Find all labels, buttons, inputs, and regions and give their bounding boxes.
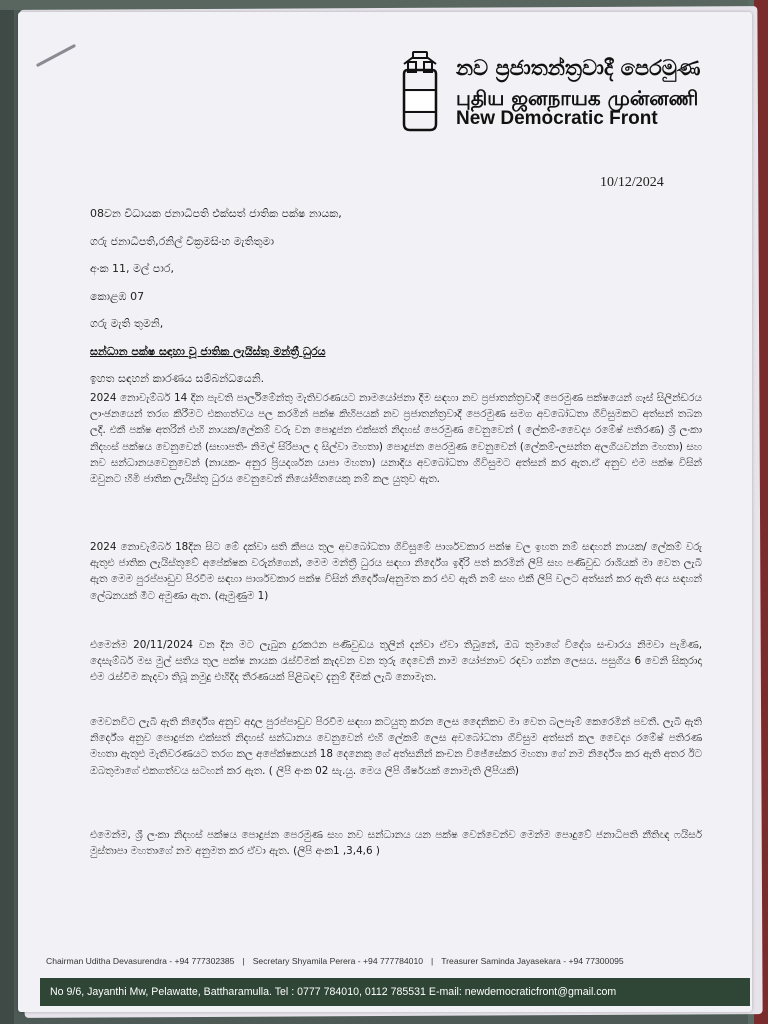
footer-address-bar: No 9/6, Jayanthi Mw, Pelawatte, Battharamulla. Tel : 0777 784010, 0112 785531 E-mail: newdemocraticfront@gmail.com [40,978,750,1006]
background-surface-left [0,0,14,1024]
footer-treasurer: Treasurer Saminda Jayasekara - +94 77300095 [441,956,624,966]
body-paragraph-5: එමෙන්ම, ශ්‍රී ලංකා නිදහස් පක්ෂය පොදුජන පෙරමුණ සහ නව සන්ධානය යන පක්ෂ වෙන්වෙන්ව මෙන්ම පොදුවේ ජනාධිපති නීතිඥ ෆයිසර් මුස්තාපා මහතාගේ නම අනුමත කර ඒවා ඇත. (ලිපි අංක1 ,3,4,6 ) [90,829,702,858]
footer-chairman: Chairman Uditha Devasurendra - +94 777302385 [46,956,235,966]
body-paragraph-1: 2024 නොවැම්බර් 14 දින පැවති පාර්ලිමේන්තු මැතිවරණයට නාමයෝජනා දීම සඳහා නව ප්‍රජාතන්ත්‍රවාදී පෙරමුණ පක්ෂයෙන් ගෑස් සිලින්ඩරය ලාංඡනයෙන් තරග කිරීමට එකගත්වය පල කරමින් පක්ෂ කිහිපයක් නව ප්‍රජාතන්ත්‍රවාදී පෙරමුණ සමග අවබෝධතා ගිවිසුමකට අත්සන් තබන ලදී. එකී පක්ෂ අතරින් එහි නායක/ලේකම් වරු වන පොදුජන එක්සත් නිදහස් පෙරමුණ වෙනුවෙන් ( ලේකම්-වෛද්‍ය රමේෂ් පතිරණ) ශ්‍රී ලංකා නිදහස් පක්ෂය වෙනුවෙන් (සභාපති- නිමල් සිරිපාල ද සිල්වා මහතා) පොදුජන පෙරමුණ වෙනුවෙන් (ලේකම්-ලසන්ත අලගියවන්න මහතා) සහ නව සන්ධානයවෙනුවෙන් (නායක- අනුර ප්‍රියදර්ශන යාපා මහතා) යනාදිය අවබෝධතා ගිවිසුමට අත්සන් කර ඇත.ඒ අනුව එම පක්ෂ විසින් ඔවුනට හිමි ජාතික ලැයිස්තු ධුරය වෙනුවෙන් නියෝජිතයෙකු නම් කල යුතුව ඇත. [90,392,702,486]
footer-contacts [46,956,746,966]
footer-separator: | [431,956,434,966]
body-paragraph-4: මෙවනවිට ලැබී ඇති නිර්දේශ අනුව අදාල පුරප්පාඩුව පිරවීම සඳහා කටයුතු කරන ලෙස දෛනිකව මා වෙත බලපෑම් කෙරෙමින් පවතී. ලැබී ඇති නිර්දේශ අනුව පොදුජන එක්සත් නිදහස් සන්ධානය වෙනුවෙන් එහි ලේකම් ලෙස අවබෝධතා ගිවිසුම අත්සන් කල වෛද්‍ය රමේෂ් පතිරණ මහතා ඇතුළු මැතිවරණයට තරග කල අපේක්ෂකයන් 18 දෙනෙකු ගේ අත්සනින් කංචන විජේසේකර මහතා ගේ නම නිර්දේශ කර ඇති අතර ඊට ඔබතුමාගේ එකගත්වය සටහන් කර ඇත. ( ලිපි අංක 02 සැ.යු. මෙය ලිපි ශීර්ෂයක් නොමැති ලිපියකි) [90,716,703,777]
letter-page [18,12,752,1012]
recipient-line-4: කොළඹ 07 [90,290,145,303]
letter-date: 10/12/2024 [600,175,664,190]
body-paragraph-2: 2024 නොවැම්බර් 18දින සිට මේ දක්වා සති කීපය තුල අවබෝධතා ගිවිසුමේ පාර්ශවකාර පක්ෂ වල ඉහත නම් සඳහන් නායක/ ලේකම් වරු ඇතුළු ජාතික ලැයිස්තුවේ අපේක්ෂක වරුන්ගෙන්, මෙම මන්ත්‍රී ධුරය සඳහා නිර්දේශ ඉදිරි පත් කරමින් ලිපි සහ පණිවුඩ රාශියක් මා වෙත ලැබී ඇත මෙම පුරප්පාඩුව පිරවීම සඳහා පාර්ශවකාර පක්ෂ විසින් නිර්දේශ/අනුමත කර එව ඇති නම් සහ එකී ලිපි වලට අත්සන් කර ඇති අය සඳහන් ලේඛනයක් මීට අමුණා ඇත. (ඇමුණුම 1) [90,541,702,602]
subject-line: සන්ධාන පක්ෂ සඳහා වූ ජාතික ලැයිස්තු මන්ත්‍රී ධුරය [90,345,326,358]
pen-mark [36,44,76,67]
recipient-line-1: 08වන විධායක ජනාධිපති එක්සත් ජාතික පක්ෂ නායක, [90,207,342,220]
footer-separator: | [242,956,245,966]
org-name-english: New Democratic Front [456,108,658,129]
gas-cylinder-icon [398,50,442,134]
recipient-line-3: අංක 11, මල් පාර, [90,262,174,275]
salutation: ගරු මැති තුමනි, [90,317,164,330]
recipient-line-2: ගරු ජනාධිපති,රනිල් වික්‍රමසිංහ මැතිතුමා [90,235,275,248]
footer-secretary: Secretary Shyamila Perera - +94 777784010 [252,956,424,966]
body-paragraph-3: එමෙන්ම 20/11/2024 වන දින මට ලැබුන දුරකථන පණිවුඩය තුලින් දන්වා ඒවා තිබුනේ, ඔබ තුමාගේ විදේශ සංචාරය නිමවා පැමිණ, දෙසැම්බර් මස මුල් සතිය තුල පක්ෂ නායක රැස්වීමක් කැදවන වන තුරු දෙවෙනි නාම යෝජනාව රඳවා ගන්න ලෙසය. පසුගිය 6 වෙනි සිකුරාදා එම රැස්වීම කැදවා තිබූ නමුදු එහිදිද තීරණයක් පිළිබඳව දැනුම් දීමක් ලැබී නොමැත. [90,639,702,684]
reference-line: ඉහත සඳහන් කාරණය සම්බන්ධයෙනි. [90,372,265,385]
org-name-sinhala: නව ප්‍රජාතන්ත්‍රවාදී පෙරමුණ [456,56,701,80]
org-name-tamil: புதிய ஜனநாயக முன்னணி [456,86,699,110]
